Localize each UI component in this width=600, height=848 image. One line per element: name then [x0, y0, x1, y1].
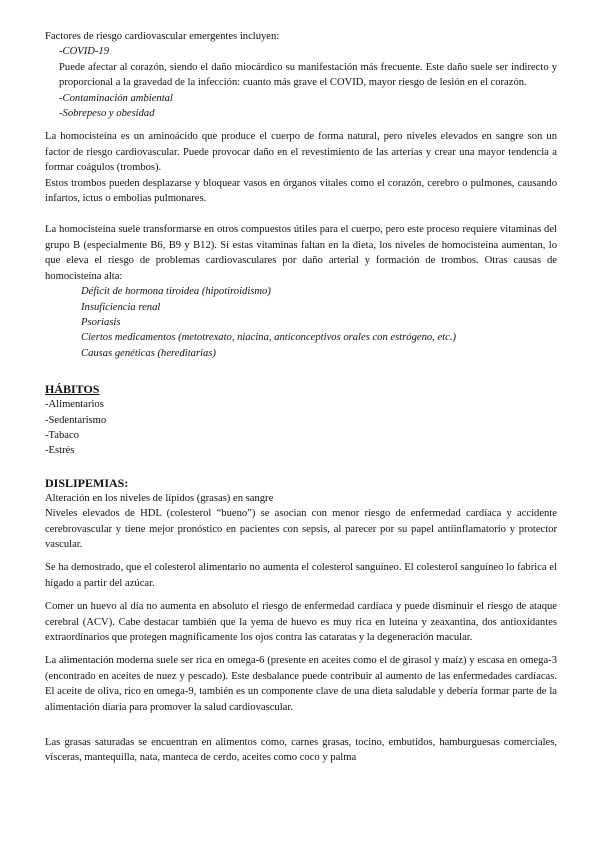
habits-heading: HÁBITOS	[45, 382, 100, 397]
pollution-item: -Contaminación ambiental	[59, 92, 173, 104]
homocysteine-paragraph-2: Estos trombos pueden desplazarse y bloquear vasos en órganos vitales como el corazón, cerebro o pulmones, causando infartos, ictus o embolias pulmonares.	[45, 177, 557, 205]
cause-item: Psoriasis	[81, 316, 121, 328]
cause-item: Déficit de hormona tiroidea (hipotiroidismo)	[81, 286, 271, 298]
dyslipidemia-heading: DISLIPEMIAS:	[45, 475, 129, 490]
habit-item: -Sedentarismo	[45, 414, 107, 426]
covid-text: Puede afectar al corazón, siendo el daño miocárdico su manifestación más frecuente. Este daño suele ser indirecto y proporcional a la gravedad de la infección: cuanto más grave el COVID, mayor riesgo de lesión en el corazón.	[59, 61, 557, 89]
habit-item: -Alimentarios	[45, 399, 104, 411]
homocysteine-paragraph-3: La homocisteína suele transformarse en otros compuestos útiles para el cuerpo, pero este proceso requiere vitaminas del grupo B (especialmente B6, B9 y B12). Si estas vitaminas faltan en la dieta, los niveles de homocisteína aumentan, lo que eleva el riesgo de problemas cardiovasculares por daño arterial y formación de trombos. Otras causas de homocisteína alta:	[45, 224, 557, 282]
document-page	[45, 29, 557, 766]
dyslipidemia-paragraph-5: Las grasas saturadas se encuentran en alimentos como, carnes grasas, tocino, embutidos, hamburguesas comerciales, vísceras, mantequilla, nata, manteca de cerdo, aceites como coco y palma	[45, 737, 557, 764]
dyslipidemia-paragraph-1: Niveles elevados de HDL (colesterol “bueno”) se asocian con menor riesgo de enfermedad cardíaca y accidente cerebrovascular y tiene mejor pronóstico en pacientes con sepsis, al parecer por su papel antiinflamatorio y protector vascular.	[45, 508, 557, 550]
emerging-factors-intro: Factores de riesgo cardiovascular emergentes incluyen:	[45, 31, 280, 42]
cause-item: Insuficiencia renal	[81, 301, 161, 313]
obesity-item: -Sobrepeso y obesidad	[59, 108, 155, 120]
covid-title: -COVID-19	[59, 46, 110, 58]
habit-item: -Estrés	[45, 445, 75, 457]
cause-item: Ciertos medicamentos (metotrexato, niacina, anticonceptivos orales con estrógeno, etc.)	[81, 332, 457, 344]
homocysteine-paragraph-1: La homocisteína es un aminoácido que produce el cuerpo de forma natural, pero niveles elevados en sangre son un factor de riesgo cardiovascular. Puede provocar daño en el revestimiento de las arterias y crear una mayor tendencia a formar coágulos (trombos).	[45, 131, 557, 174]
dyslipidemia-paragraph-2: Se ha demostrado, que el colesterol alimentario no aumenta el colesterol sanguíneo. El colesterol sanguíneo lo fabrica el hígado a partir del azúcar.	[45, 562, 557, 589]
dyslipidemia-paragraph-3: Comer un huevo al día no aumenta en absoluto el riesgo de enfermedad cardíaca y puede disminuir el riesgo de ataque cerebral (ACV). Cabe destacar también que la yema de huevo es muy rica en luteína y zeaxantina, dos antioxidantes extraordinarios que protegen magníficamente los ojos contra las cataratas y la degeneración macular.	[45, 601, 557, 643]
cause-item: Causas genéticas (hereditarias)	[81, 347, 216, 359]
dyslipidemia-subtitle: Alteración en los niveles de lípidos (grasas) en sangre	[45, 492, 274, 504]
habit-item: -Tabaco	[45, 429, 79, 441]
dyslipidemia-paragraph-4: La alimentación moderna suele ser rica en omega-6 (presente en aceites como el de girasol y maíz) y escasa en omega-3 (encontrado en aceites de nuez y pescado). Este desbalance puede contribuir al aumento de las enfermedades cardíacas. El aceite de oliva, rico en omega-9, también es un componente clave de una dieta saludable y debería formar parte de la alimentación diaria para promover la salud cardiovascular.	[45, 655, 557, 713]
